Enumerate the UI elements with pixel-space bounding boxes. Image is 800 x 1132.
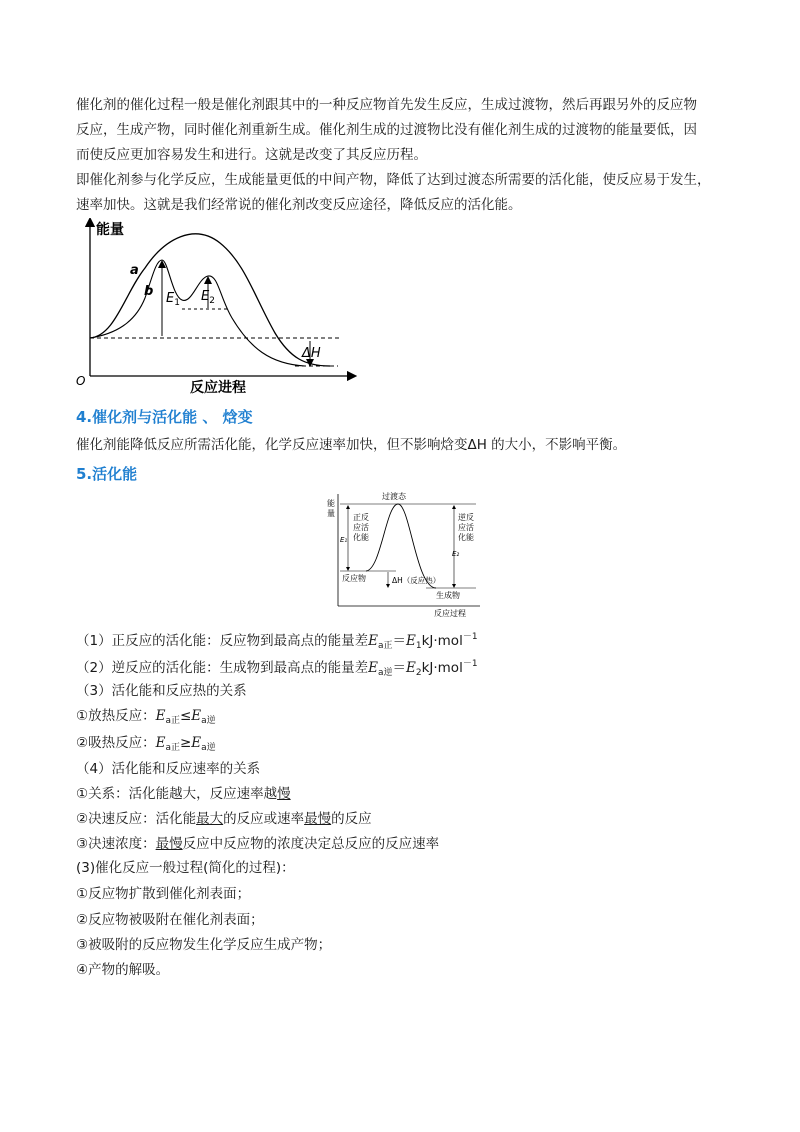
item-4: （4）活化能和反应速率的关系 (76, 761, 261, 777)
intro-line-5: 速率加快。这就是我们经常说的催化剂改变反应途径，降低反应的活化能。 (76, 197, 522, 213)
energy-diagram-catalyst (70, 218, 360, 398)
item-3b: ②吸热反应：$E_{a正}\ge E_{a逆}$ (76, 735, 216, 753)
curve-b-label: b (144, 284, 154, 299)
forward-3: 化能 (353, 533, 369, 542)
item-1: （1）正反应的活化能：反应物到最高点的能量差$E_{a正}=E_1kJ\cdot mol^{-1}$ (76, 632, 478, 651)
item-4a: ①关系：活化能越大，反应速率越慢 (76, 786, 291, 802)
process-step-4: ④产物的解吸。 (76, 962, 170, 978)
reactant-label: 反应物 (342, 574, 366, 583)
y-label-1: 能 (327, 499, 335, 508)
process-step-3: ③被吸附的反应物发生化学反应生成产物； (76, 937, 332, 953)
x-axis-label: 反应进程 (190, 380, 246, 396)
section-4-text: 催化剂能降低反应所需活化能，化学反应速率加快，但不影响焓变ΔH 的大小，不影响平衡。 (76, 437, 627, 453)
x-axis-label: 反应过程 (434, 609, 466, 618)
origin-label: O (76, 374, 86, 388)
forward-1: 正反 (353, 513, 369, 522)
intro-line-4: 即催化剂参与化学反应，生成能量更低的中间产物，降低了达到过渡态所需要的活化能，使反应易于发生， (76, 172, 711, 188)
section-5-heading: 5.活化能 (76, 465, 138, 483)
e2-label: $E_2$ (201, 289, 215, 306)
e1-label: $E_1$ (166, 291, 180, 308)
process-step-1: ①反应物扩散到催化剂表面； (76, 886, 251, 902)
intro-line-1: 催化剂的催化过程一般是催化剂跟其中的一种反应物首先发生反应，生成过渡物，然后再跟另外的反应物 (76, 97, 697, 113)
y-label-2: 量 (327, 509, 335, 518)
dh-label: ΔH (302, 346, 321, 361)
item-3a: ①放热反应：$E_{a正}\le E_{a逆}$ (76, 708, 216, 726)
product-label: 生成物 (436, 591, 460, 600)
item-2: （2）逆反应的活化能：生成物到最高点的能量差$E_{a逆}=E_2kJ\cdot mol^{-1}$ (76, 659, 478, 678)
activation-energy-diagram (326, 492, 482, 620)
reverse-1: 逆反 (458, 513, 474, 522)
reverse-3: 化能 (458, 533, 474, 542)
intro-line-3: 而使反应更加容易发生和进行。这就是改变了其反应历程。 (76, 147, 427, 163)
item-4c: ③决速浓度：最慢反应中反应物的浓度决定总反应的反应速率 (76, 836, 440, 852)
e2-label: E₂ (452, 550, 460, 558)
curve-a-label: a (130, 263, 139, 278)
e1-label: E₁ (340, 536, 348, 544)
curve-b (90, 260, 305, 366)
dh-label: ΔH（反应热） (392, 576, 441, 585)
forward-2: 应活 (353, 523, 369, 532)
transition-label: 过渡态 (382, 492, 406, 501)
item-4b: ②决速反应：活化能最大的反应或速率最慢的反应 (76, 811, 372, 827)
process-heading: (3)催化反应一般过程(简化的过程)： (76, 860, 295, 876)
process-step-2: ②反应物被吸附在催化剂表面； (76, 912, 264, 928)
item-3: （3）活化能和反应热的关系 (76, 683, 247, 699)
section-4-heading: 4.催化剂与活化能 、 焓变 (76, 408, 253, 426)
reverse-2: 应活 (458, 523, 474, 532)
y-axis-label: 能量 (96, 222, 124, 238)
intro-line-2: 反应，生成产物，同时催化剂重新生成。催化剂生成的过渡物比没有催化剂生成的过渡物的能量要低，因 (76, 122, 697, 138)
